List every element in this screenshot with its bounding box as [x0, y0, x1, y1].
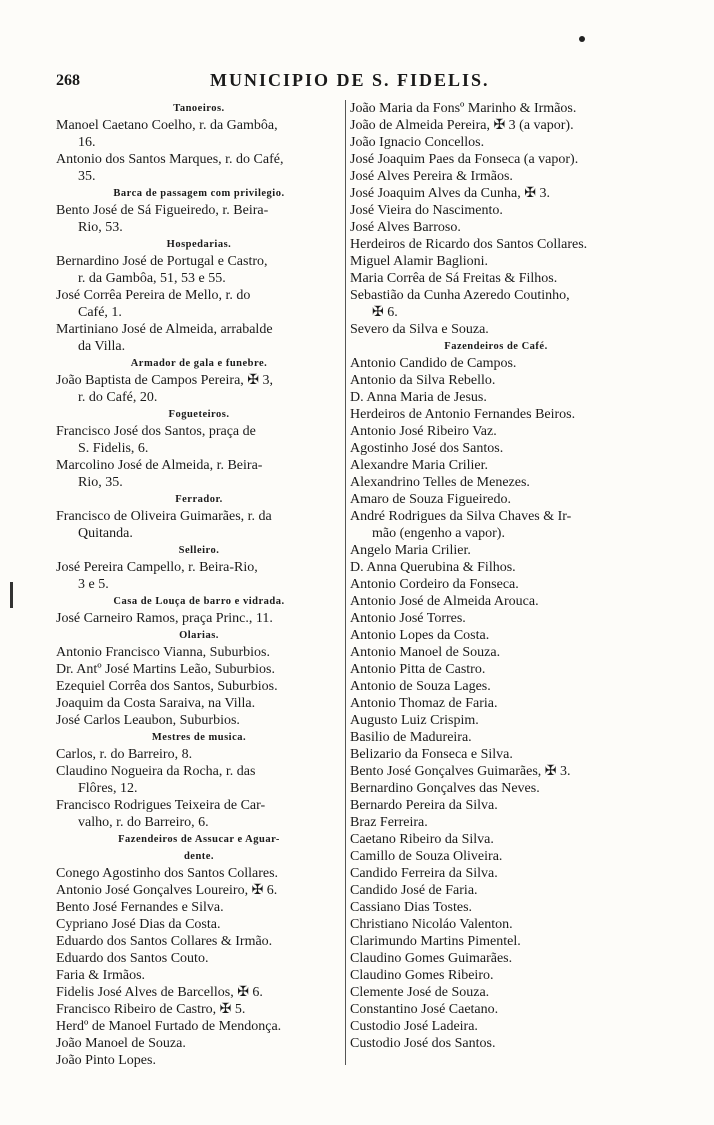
- section-heading: Fogueteiros.: [168, 409, 230, 420]
- directory-entry: Antonio da Silva Rebello.: [350, 373, 496, 388]
- entry-continuation: r. da Gambôa, 51, 53 e 55.: [78, 271, 226, 286]
- directory-entry: Ezequiel Corrêa dos Santos, Suburbios.: [56, 679, 278, 694]
- section-heading: Ferrador.: [175, 494, 223, 505]
- directory-entry: Augusto Luiz Crispim.: [350, 713, 479, 728]
- directory-entry: D. Anna Querubina & Filhos.: [350, 560, 516, 575]
- directory-entry: Custodio José Ladeira.: [350, 1019, 478, 1034]
- directory-entry: Severo da Silva e Souza.: [350, 322, 489, 337]
- directory-entry: José Alves Barroso.: [350, 220, 461, 235]
- directory-entry: Claudino Gomes Ribeiro.: [350, 968, 494, 983]
- directory-entry: Herdeiros de Ricardo dos Santos Collares.: [350, 237, 588, 252]
- directory-entry: Bernardino Gonçalves das Neves.: [350, 781, 540, 796]
- directory-entry: Herdº de Manoel Furtado de Mendonça.: [56, 1019, 282, 1034]
- directory-entry: Maria Corrêa de Sá Freitas & Filhos.: [350, 271, 558, 286]
- left-column: [56, 100, 342, 1069]
- directory-entry: José Corrêa Pereira de Mello, r. do: [56, 288, 251, 303]
- directory-entry: Caetano Ribeiro da Silva.: [350, 832, 494, 847]
- directory-entry: Francisco de Oliveira Guimarães, r. da: [56, 509, 272, 524]
- directory-entry: Clarimundo Martins Pimentel.: [350, 934, 521, 949]
- section-heading: Olarias.: [179, 630, 219, 641]
- entry-continuation: Café, 1.: [78, 305, 122, 320]
- directory-entry: Francisco Ribeiro de Castro, ✠ 5.: [56, 1002, 246, 1017]
- directory-entry: Braz Ferreira.: [350, 815, 428, 830]
- entry-continuation: Flôres, 12.: [78, 781, 138, 796]
- directory-entry: Antonio José Gonçalves Loureiro, ✠ 6.: [56, 883, 278, 898]
- directory-entry: Eduardo dos Santos Collares & Irmão.: [56, 934, 273, 949]
- directory-entry: Candido José de Faria.: [350, 883, 478, 898]
- directory-entry: Agostinho José dos Santos.: [350, 441, 504, 456]
- directory-entry: Bernardino José de Portugal e Castro,: [56, 254, 268, 269]
- directory-entry: André Rodrigues da Silva Chaves & Ir-: [350, 509, 572, 524]
- directory-entry: Conego Agostinho dos Santos Collares.: [56, 866, 279, 881]
- entry-continuation: valho, r. do Barreiro, 6.: [78, 815, 209, 830]
- directory-entry: José Vieira do Nascimento.: [350, 203, 503, 218]
- directory-entry: José Pereira Campello, r. Beira-Rio,: [56, 560, 258, 575]
- directory-entry: Antonio Lopes da Costa.: [350, 628, 490, 643]
- directory-entry: João de Almeida Pereira, ✠ 3 (a vapor).: [350, 118, 574, 133]
- directory-entry: Claudino Gomes Guimarães.: [350, 951, 513, 966]
- directory-entry: João Manoel de Souza.: [56, 1036, 186, 1051]
- directory-entry: Antonio José Ribeiro Vaz.: [350, 424, 497, 439]
- directory-entry: Dr. Antº José Martins Leão, Suburbios.: [56, 662, 275, 677]
- entry-continuation: 35.: [78, 169, 96, 184]
- directory-entry: Fidelis José Alves de Barcellos, ✠ 6.: [56, 985, 263, 1000]
- section-heading: Armador de gala e funebre.: [130, 358, 268, 369]
- directory-entry: Manoel Caetano Coelho, r. da Gambôa,: [56, 118, 278, 133]
- section-heading: Hospedarias.: [166, 239, 232, 250]
- directory-entry: Camillo de Souza Oliveira.: [350, 849, 503, 864]
- directory-entry: Basilio de Madureira.: [350, 730, 472, 745]
- section-heading: dente.: [183, 851, 215, 862]
- directory-entry: Francisco Rodrigues Teixeira de Car-: [56, 798, 266, 813]
- directory-entry: Bernardo Pereira da Silva.: [350, 798, 498, 813]
- section-heading: Mestres de musica.: [151, 732, 247, 743]
- directory-entry: Constantino José Caetano.: [350, 1002, 499, 1017]
- entry-continuation: Rio, 53.: [78, 220, 123, 235]
- entry-continuation: mão (engenho a vapor).: [372, 526, 505, 541]
- directory-entry: Belizario da Fonseca e Silva.: [350, 747, 513, 762]
- directory-entry: João Maria da Fonsº Marinho & Irmãos.: [350, 101, 577, 116]
- directory-entry: Antonio Thomaz de Faria.: [350, 696, 498, 711]
- entry-continuation: Quitanda.: [78, 526, 133, 541]
- directory-entry: Clemente José de Souza.: [350, 985, 490, 1000]
- entry-continuation: 3 e 5.: [78, 577, 109, 592]
- directory-entry: Angelo Maria Crilier.: [350, 543, 471, 558]
- directory-entry: Antonio Manoel de Souza.: [350, 645, 501, 660]
- directory-entry: Alexandre Maria Crilier.: [350, 458, 489, 473]
- directory-entry: Sebastião da Cunha Azeredo Coutinho,: [350, 288, 570, 303]
- entry-continuation: ✠ 6.: [372, 305, 398, 320]
- page-header: [0, 70, 714, 94]
- directory-entry: José Carneiro Ramos, praça Princ., 11.: [56, 611, 273, 626]
- directory-entry: Miguel Alamir Baglioni.: [350, 254, 489, 269]
- section-heading: Fazendeiros de Café.: [444, 341, 548, 352]
- directory-entry: Bento José Gonçalves Guimarães, ✠ 3.: [350, 764, 571, 779]
- directory-entry: Martiniano José de Almeida, arrabalde: [56, 322, 273, 337]
- directory-entry: Antonio de Souza Lages.: [350, 679, 491, 694]
- directory-entry: Bento José de Sá Figueiredo, r. Beira-: [56, 203, 269, 218]
- directory-entry: Faria & Irmãos.: [56, 968, 146, 983]
- ink-dot: [579, 36, 585, 42]
- directory-entry: João Pinto Lopes.: [56, 1053, 156, 1068]
- directory-entry: José Carlos Leaubon, Suburbios.: [56, 713, 240, 728]
- directory-entry: Francisco José dos Santos, praça de: [56, 424, 256, 439]
- directory-entry: Antonio dos Santos Marques, r. do Café,: [56, 152, 284, 167]
- directory-entry: Antonio Pitta de Castro.: [350, 662, 486, 677]
- directory-entry: Antonio José de Almeida Arouca.: [350, 594, 539, 609]
- directory-entry: Antonio Candido de Campos.: [350, 356, 517, 371]
- section-heading: Selleiro.: [178, 545, 220, 556]
- directory-entry: Marcolino José de Almeida, r. Beira-: [56, 458, 263, 473]
- entry-continuation: Rio, 35.: [78, 475, 123, 490]
- directory-entry: Antonio Francisco Vianna, Suburbios.: [56, 645, 270, 660]
- directory-entry: D. Anna Maria de Jesus.: [350, 390, 487, 405]
- column-divider: [345, 100, 346, 1065]
- directory-entry: Joaquim da Costa Saraiva, na Villa.: [56, 696, 256, 711]
- section-heading: Fazendeiros de Assucar e Aguar-: [118, 834, 280, 845]
- section-heading: Casa de Louça de barro e vidrada.: [113, 596, 285, 607]
- section-heading: Tanoeiros.: [173, 103, 225, 114]
- directory-entry: Amaro de Souza Figueiredo.: [350, 492, 511, 507]
- right-column: [350, 100, 642, 1052]
- directory-entry: Claudino Nogueira da Rocha, r. das: [56, 764, 256, 779]
- directory-entry: Carlos, r. do Barreiro, 8.: [56, 747, 193, 762]
- running-title: MUNICIPIO DE S. FIDELIS.: [210, 70, 490, 90]
- directory-entry: Antonio Cordeiro da Fonseca.: [350, 577, 519, 592]
- directory-entry: José Joaquim Alves da Cunha, ✠ 3.: [350, 186, 550, 201]
- entry-continuation: r. do Café, 20.: [78, 390, 158, 405]
- directory-entry: José Alves Pereira & Irmãos.: [350, 169, 513, 184]
- page-number: 268: [56, 72, 80, 89]
- entry-continuation: 16.: [78, 135, 96, 150]
- directory-entry: Custodio José dos Santos.: [350, 1036, 496, 1051]
- directory-entry: Cypriano José Dias da Costa.: [56, 917, 221, 932]
- margin-mark: [10, 582, 13, 608]
- directory-entry: Eduardo dos Santos Couto.: [56, 951, 209, 966]
- directory-entry: Bento José Fernandes e Silva.: [56, 900, 224, 915]
- directory-entry: Christiano Nicoláo Valenton.: [350, 917, 513, 932]
- directory-entry: Herdeiros de Antonio Fernandes Beiros.: [350, 407, 576, 422]
- entry-continuation: S. Fidelis, 6.: [78, 441, 149, 456]
- directory-entry: Antonio José Torres.: [350, 611, 466, 626]
- directory-entry: José Joaquim Paes da Fonseca (a vapor).: [350, 152, 579, 167]
- directory-entry: João Baptista de Campos Pereira, ✠ 3,: [56, 373, 274, 388]
- directory-entry: Candido Ferreira da Silva.: [350, 866, 498, 881]
- section-heading: Barca de passagem com privilegio.: [113, 188, 285, 199]
- directory-entry: João Ignacio Concellos.: [350, 135, 485, 150]
- entry-continuation: da Villa.: [78, 339, 126, 354]
- directory-entry: Cassiano Dias Tostes.: [350, 900, 473, 915]
- directory-entry: Alexandrino Telles de Menezes.: [350, 475, 530, 490]
